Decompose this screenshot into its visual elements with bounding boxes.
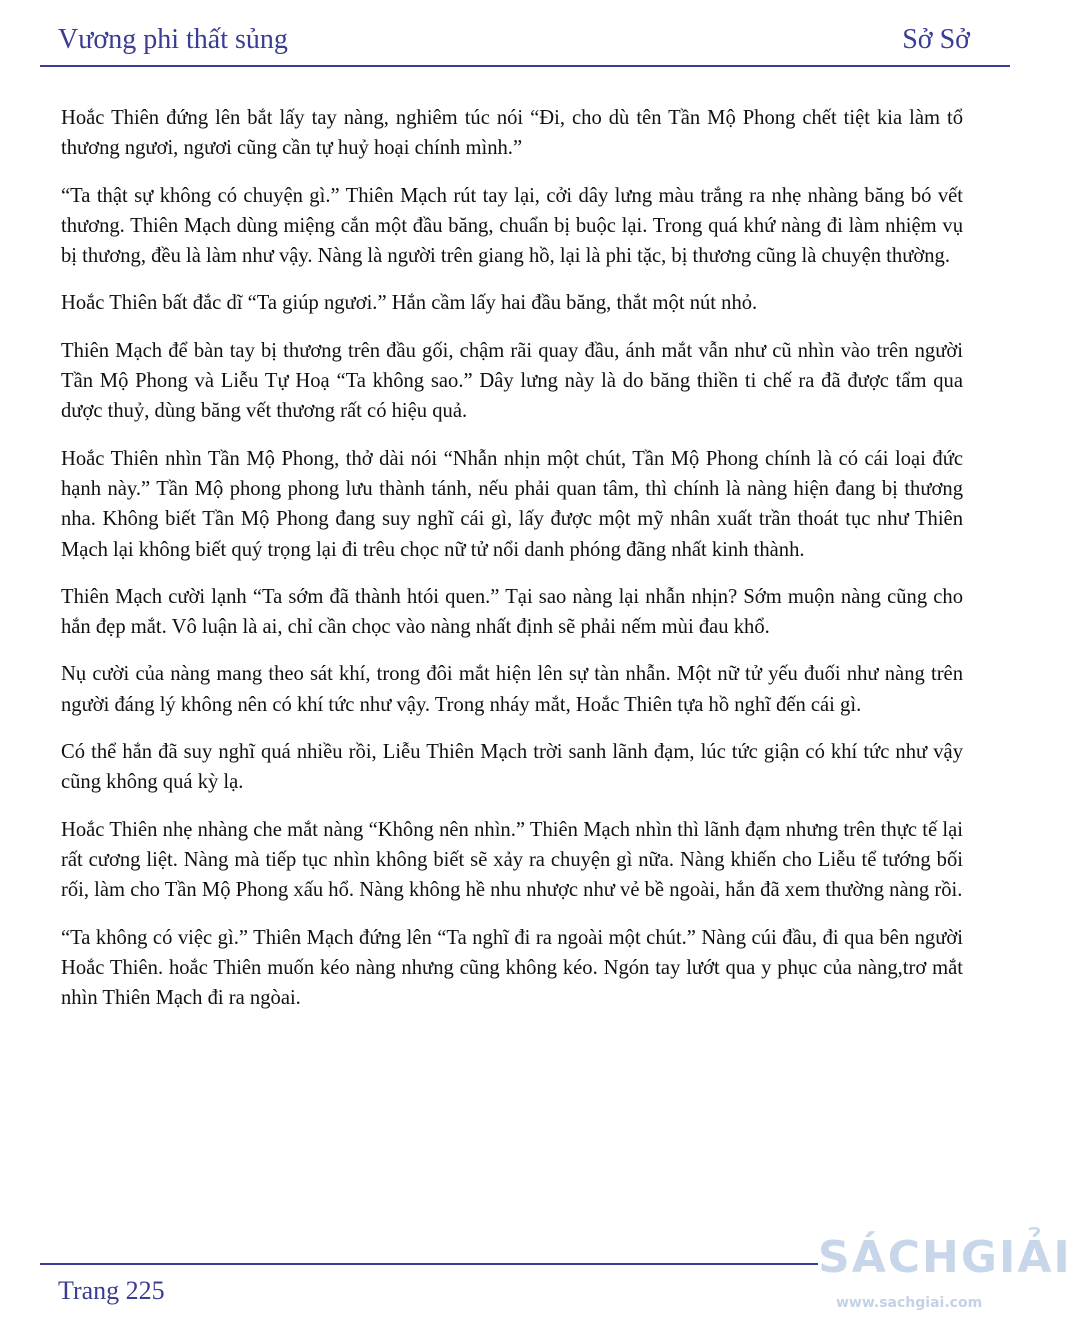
paragraph-9: Hoắc Thiên nhẹ nhàng che mắt nàng “Không nên nhìn.” Thiên Mạch nhìn thì lãnh đạm nhưng trên thực tế lại rất cương liệt. Nàng mà tiếp tục nhìn không biết sẽ xảy ra chuyện gì nữa. Nàng khiến cho Liễu tể tướng bối rối, làm cho Tần Mộ Phong xấu hổ. Nàng không hề nhu nhược như vẻ bề ngoài, hắn đã xem thường nàng rồi. — [61, 818, 963, 902]
paragraph-7: Nụ cười của nàng mang theo sát khí, trong đôi mắt hiện lên sự tàn nhẫn. Một nữ tử yếu đuối như nàng trên người đáng lý không nên có khí tức như vậy. Trong nháy mắt, Hoắc Thiên tựa hồ nghĩ đến cái gì. — [61, 663, 963, 716]
paragraph-6: Thiên Mạch cười lạnh “Ta sớm đã thành htói quen.” Tại sao nàng lại nhẫn nhịn? Sớm muộn nàng cũng cho hắn đẹp mắt. Vô luận là ai, chỉ cần chọc vào nàng nhất định sẽ phải nếm mùi đau khổ. — [61, 585, 963, 639]
watermark — [818, 1232, 1072, 1322]
author-name: Sở Sở — [902, 24, 970, 55]
paragraph-1: Hoắc Thiên đứng lên bắt lấy tay nàng, nghiêm túc nói “Đi, cho dù tên Tần Mộ Phong chết tiệt kia làm tổ thương ngươi, ngươi cũng cần tự huỷ hoại chính mình.” — [61, 107, 963, 160]
book-title: Vương phi thất sủng — [58, 24, 288, 55]
chapter-body — [61, 103, 963, 1030]
paragraph-4: Thiên Mạch để bàn tay bị thương trên đầu gối, chậm rãi quay đầu, ánh mắt vẫn như cũ nhìn vào trên người Tần Mộ Phong và Liễu Tự Hoạ “Ta không sao.” Dây lưng này là do băng thiền ti chế ra đã được tẩm qua dược thuỷ, dùng băng vết thương rất có hiệu quả. — [61, 339, 963, 423]
paragraph-8: Có thể hắn đã suy nghĩ quá nhiều rồi, Liễu Thiên Mạch trời sanh lãnh đạm, lúc tức giận có khí tức như vậy cũng không quá kỳ lạ. — [61, 741, 963, 794]
footer-divider — [40, 1263, 818, 1265]
header-divider — [40, 65, 1010, 67]
paragraph-10: “Ta không có việc gì.” Thiên Mạch đứng lên “Ta nghĩ đi ra ngoài một chút.” Nàng cúi đầu, đi qua bên người Hoắc Thiên. hoắc Thiên muốn kéo nàng nhưng cũng không kéo. Ngón tay lướt qua y phục của nàng,trơ mắt nhìn Thiên Mạch đi ra ngòai. — [61, 926, 963, 1010]
paragraph-2: “Ta thật sự không có chuyện gì.” Thiên Mạch rút tay lại, cởi dây lưng màu trắng ra nhẹ nhàng băng bó vết thương. Thiên Mạch dùng miệng cắn một đầu băng, chuẩn bị buộc lại. Trong quá khứ nàng đi làm nhiệm vụ bị thương, đều là làm như vậy. Nàng là người trên giang hồ, lại là phi tặc, bị thương cũng là chuyện thường. — [61, 184, 963, 268]
paragraph-3: Hoắc Thiên bất đắc dĩ “Ta giúp ngươi.” Hắn cầm lấy hai đầu băng, thắt một nút nhỏ. — [61, 292, 758, 315]
watermark-url: www.sachgiai.com — [836, 1295, 983, 1311]
page-number: Trang 225 — [58, 1276, 165, 1305]
page-header — [58, 24, 970, 64]
watermark-logo: SÁCHGIẢI — [818, 1232, 1072, 1283]
paragraph-5: Hoắc Thiên nhìn Tần Mộ Phong, thở dài nói “Nhẫn nhịn một chút, Tần Mộ Phong chính là có cái loại đức hạnh này.” Tần Mộ phong phong lưu thành tánh, nếu phải quan tâm, thì chính là nàng hiện đang bị thương nha. Không biết Tần Mộ Phong đang suy nghĩ cái gì, lấy được một mỹ nhân xuất trần thoát tục như Thiên Mạch lại không biết quý trọng lại đi trêu chọc nữ tử nổi danh phóng đãng nhất kinh thành. — [61, 447, 963, 561]
